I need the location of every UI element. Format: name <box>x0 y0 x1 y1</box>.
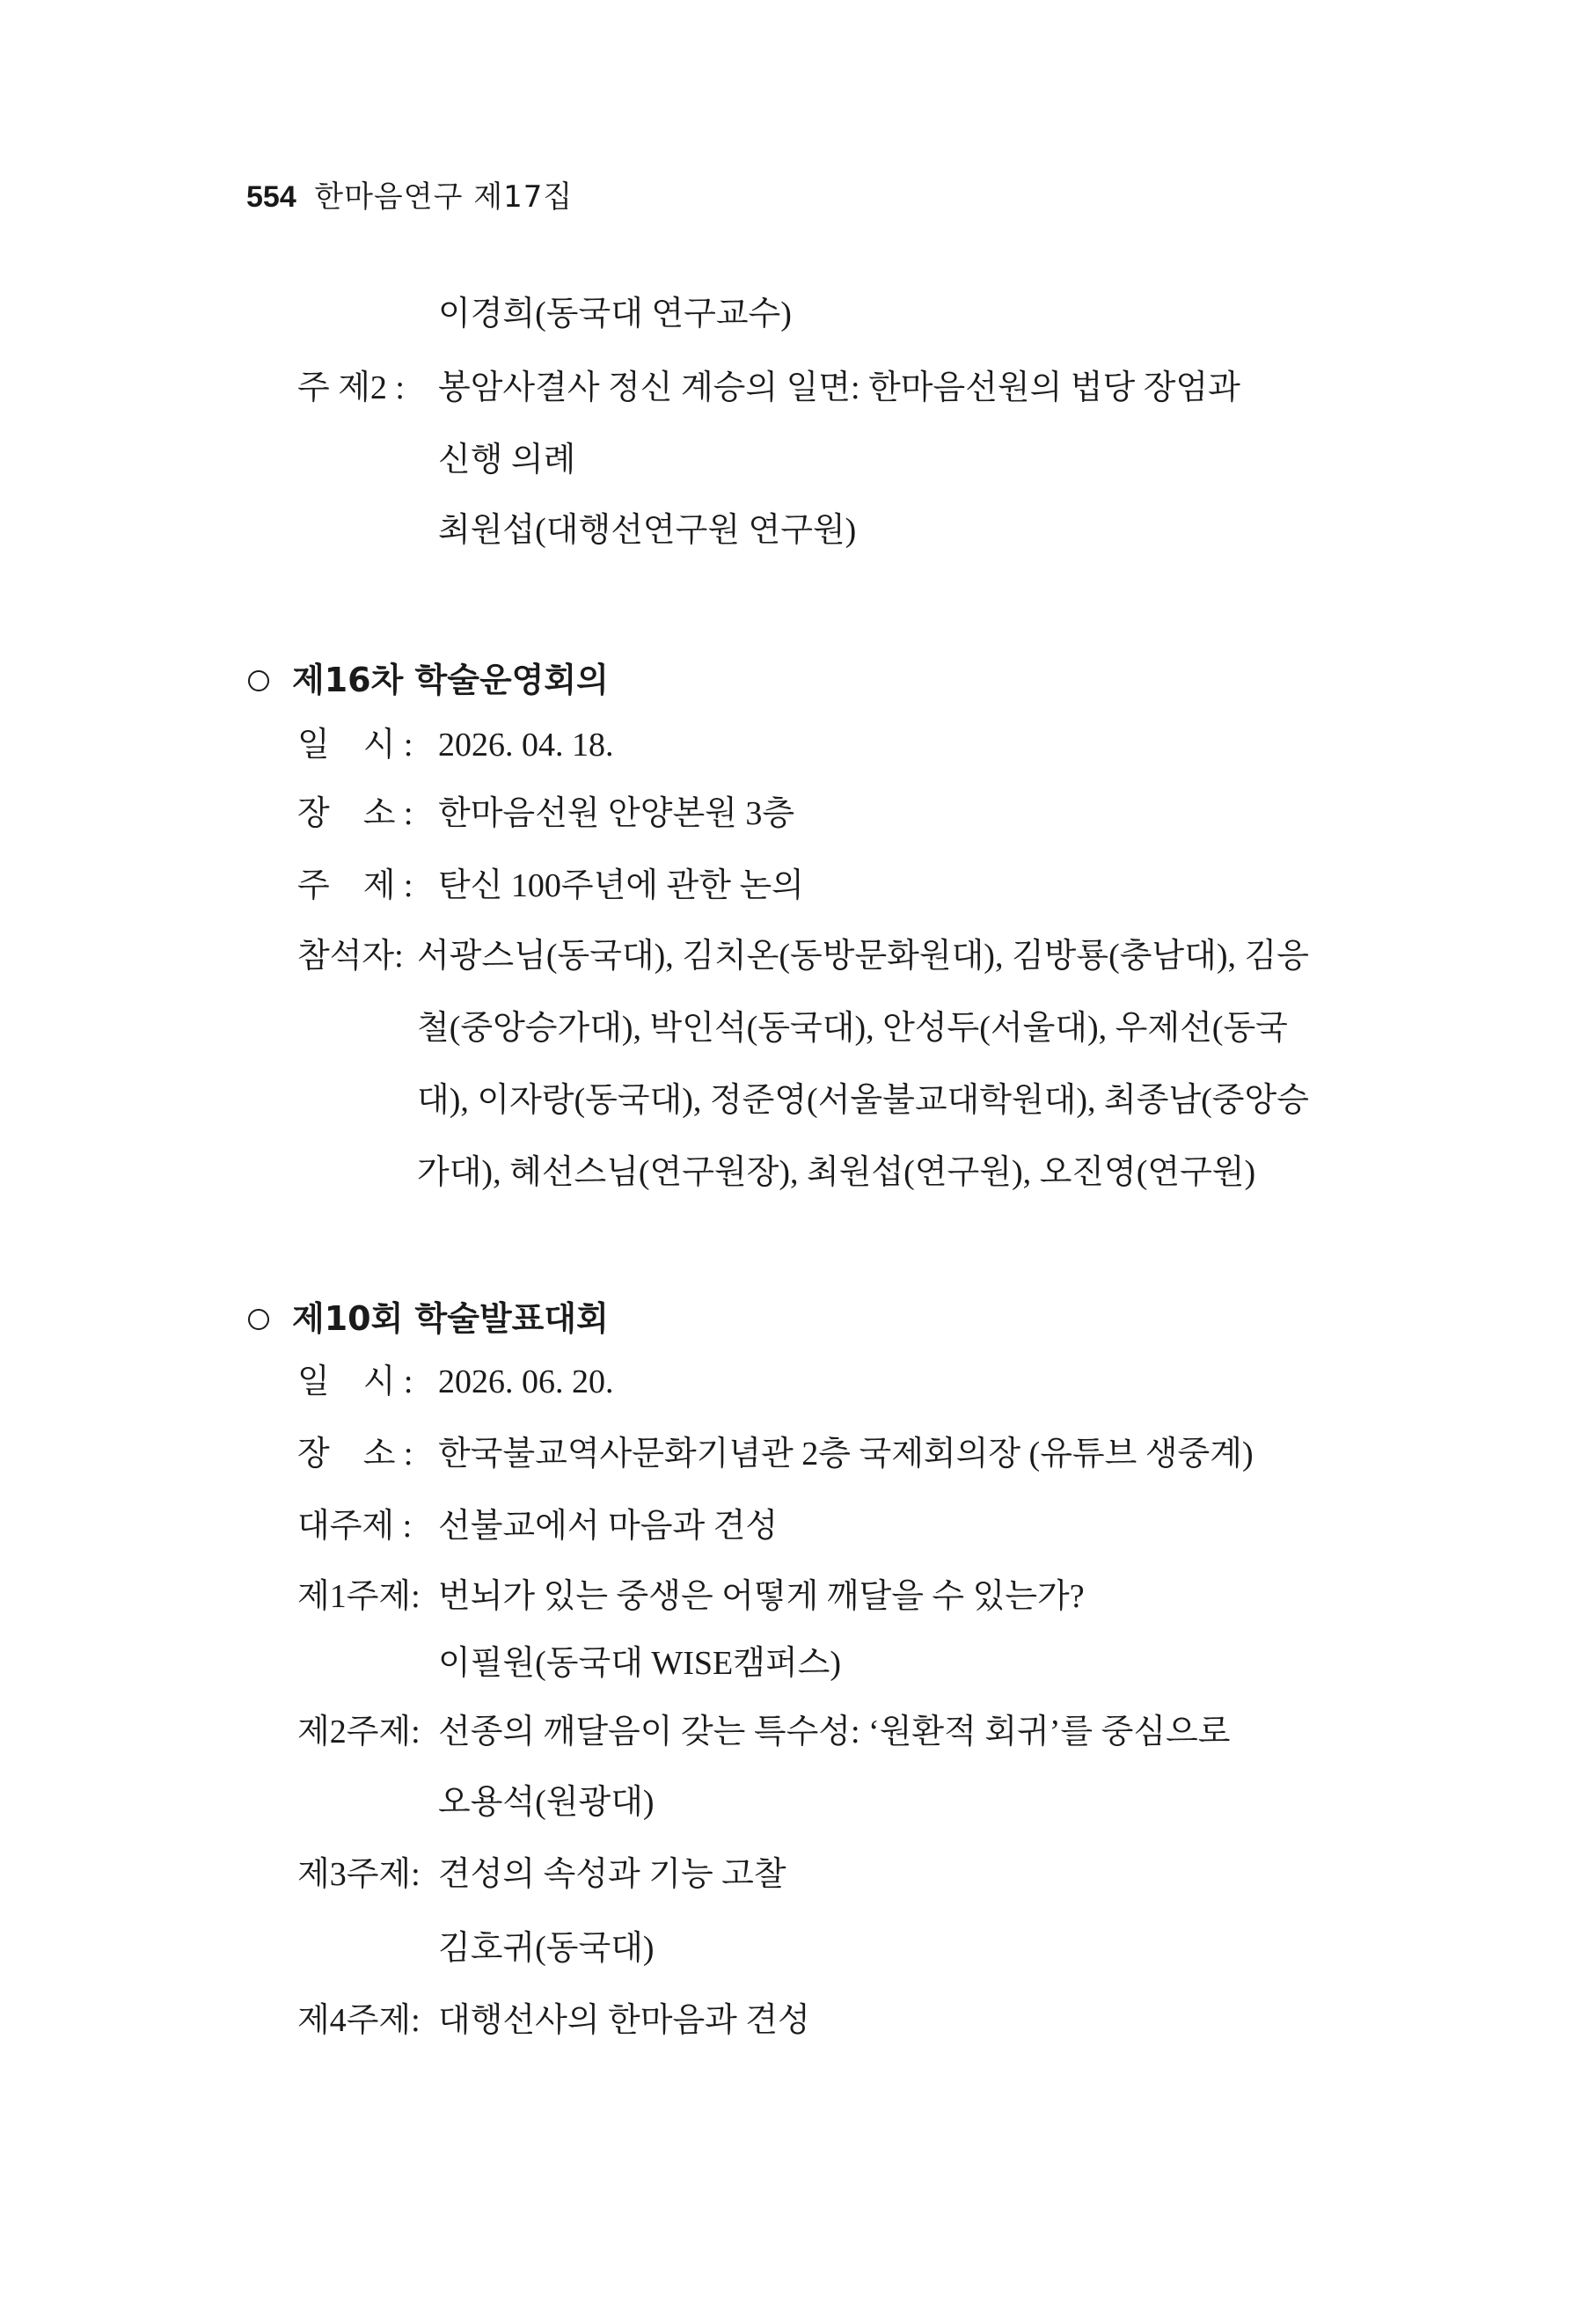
meeting-heading: 제16차 학술운영회의 <box>248 653 609 701</box>
theme-4-title: 대행선사의 한마음과 견성 <box>438 2002 810 2039</box>
conference-heading: 제10회 학술발표대회 <box>248 1291 609 1340</box>
prior-theme-2-text: 봉암사결사 정신 계승의 일면: 한마음선원의 법당 장엄과 <box>438 369 1240 406</box>
meeting-place: 한마음선원 안양본원 3층 <box>438 795 795 832</box>
page-number: 554 <box>246 180 296 214</box>
circle-bullet-icon <box>248 670 269 691</box>
theme-3-title: 견성의 속성과 기능 고찰 <box>438 1856 786 1893</box>
meeting-topic: 탄신 100주년에 관한 논의 <box>438 867 804 904</box>
meeting-date: 2026. 04. 18. <box>438 727 614 764</box>
attendees-line: 서광스님(동국대), 김치온(동방문화원대), 김방룡(충남대), 김응 <box>417 938 1309 975</box>
conference-place: 한국불교역사문화기념관 2층 국제회의장 (유튜브 생중계) <box>438 1436 1254 1473</box>
prior-theme-2-label: 주 제2 : <box>297 369 405 406</box>
theme-2-title: 선종의 깨달음이 갖는 특수성: ‘원환적 회귀’를 중심으로 <box>438 1714 1231 1750</box>
circle-bullet-icon <box>248 1309 269 1330</box>
conference-main-theme: 선불교에서 마음과 견성 <box>438 1508 779 1545</box>
running-header <box>246 172 573 216</box>
journal-title: 한마음연구 제17집 <box>314 179 574 215</box>
theme-1-title: 번뇌가 있는 중생은 어떻게 깨달을 수 있는가? <box>438 1578 1085 1615</box>
conference-date: 2026. 06. 20. <box>438 1363 614 1400</box>
